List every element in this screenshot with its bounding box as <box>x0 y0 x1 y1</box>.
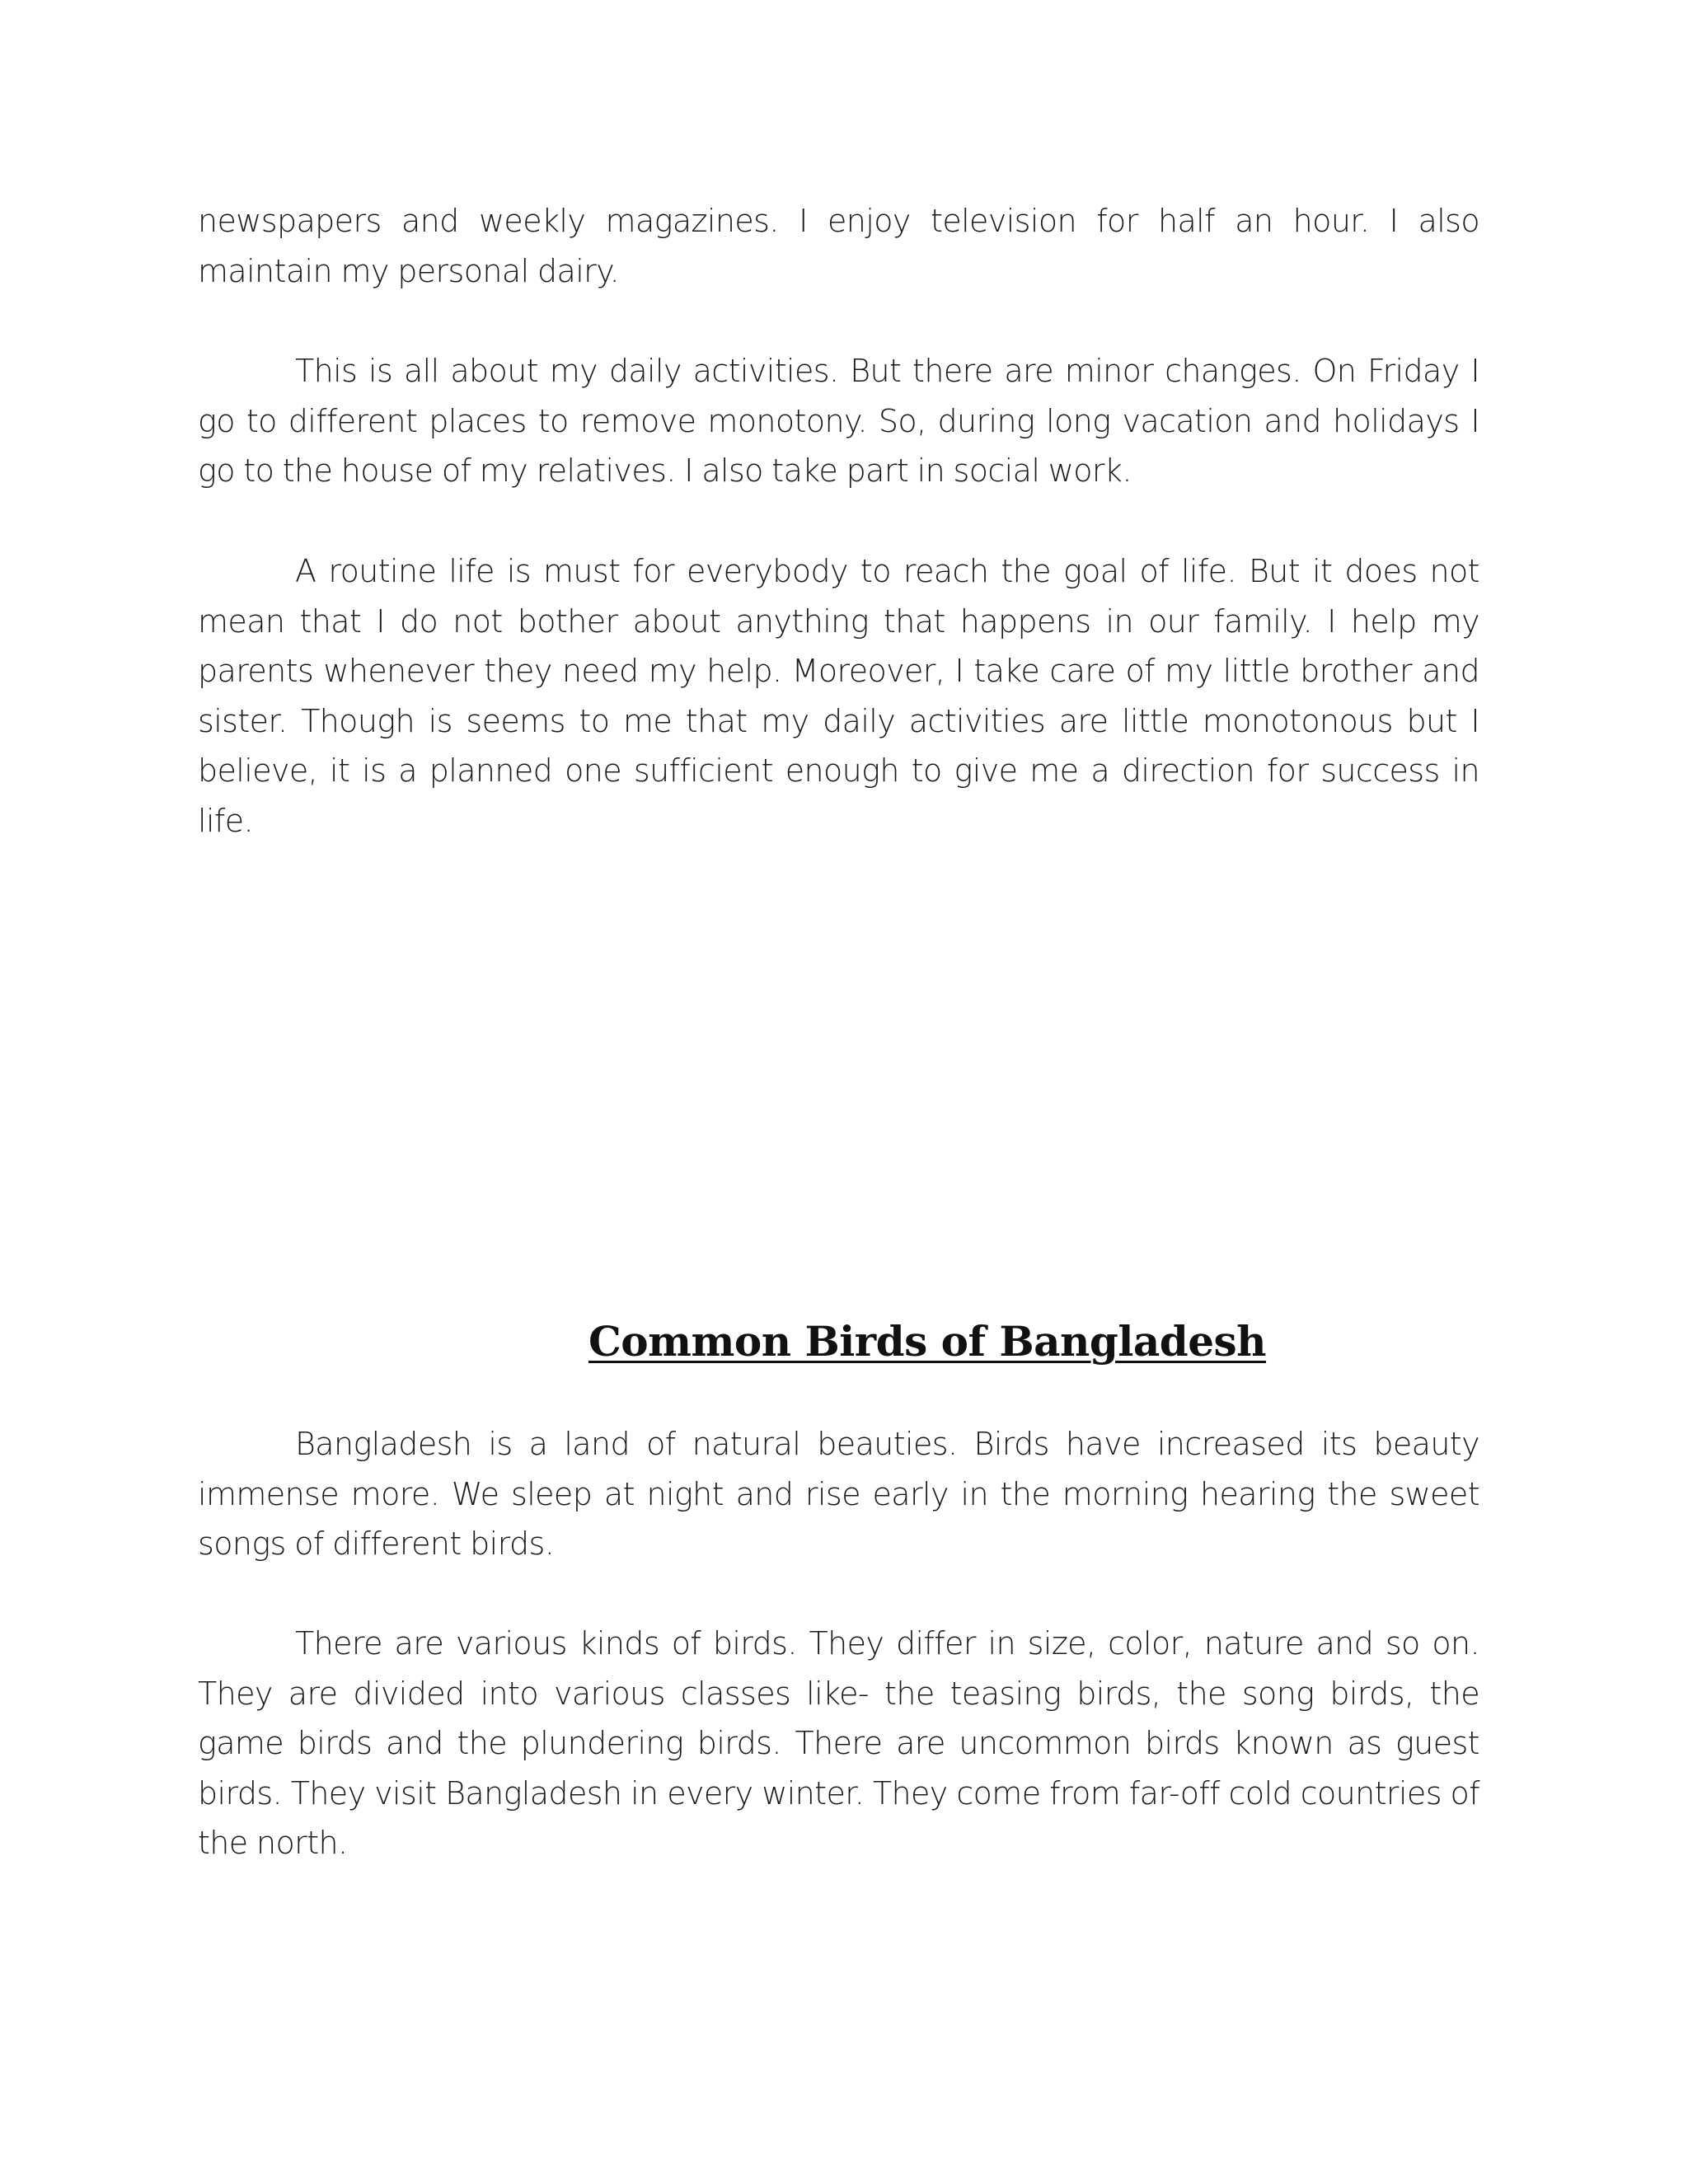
paragraph-routine-life: A routine life is must for everybody to reach the goal of life. But it does not mean that I do not bother about anything that happens in our family. I help my parents whenever they need my help. Moreover, I take care of my little brother and sister. Though is seems to me that my daily activities are little monotonous but I believe, it is a planned one sufficient enough to give me a direction for success in life. <box>198 553 1479 839</box>
paragraph-birds-kinds: There are various kinds of birds. They differ in size, color, nature and so on. They are divided into various classes like- the teasing birds, the song birds, the game birds and the plundering birds. There are uncommon birds known as guest birds. They visit Bangladesh in every winter. They come from far-off cold countries of the north. <box>198 1625 1479 1861</box>
paragraph-birds-intro: Bangladesh is a land of natural beauties. Birds have increased its beauty immense more. We sleep at night and rise early in the morning hearing the sweet songs of different birds. <box>198 1426 1479 1562</box>
paragraph-daily-activities: This is all about my daily activities. But there are minor changes. On Friday I go to different places to remove monotony. So, during long vacation and holidays I go to the house of my relatives. I also take part in social work. <box>198 353 1479 489</box>
paragraph-continued: newspapers and weekly magazines. I enjoy television for half an hour. I also maintain my personal dairy. <box>198 203 1479 289</box>
essay-title: Common Birds of Bangladesh <box>588 1317 1267 1366</box>
